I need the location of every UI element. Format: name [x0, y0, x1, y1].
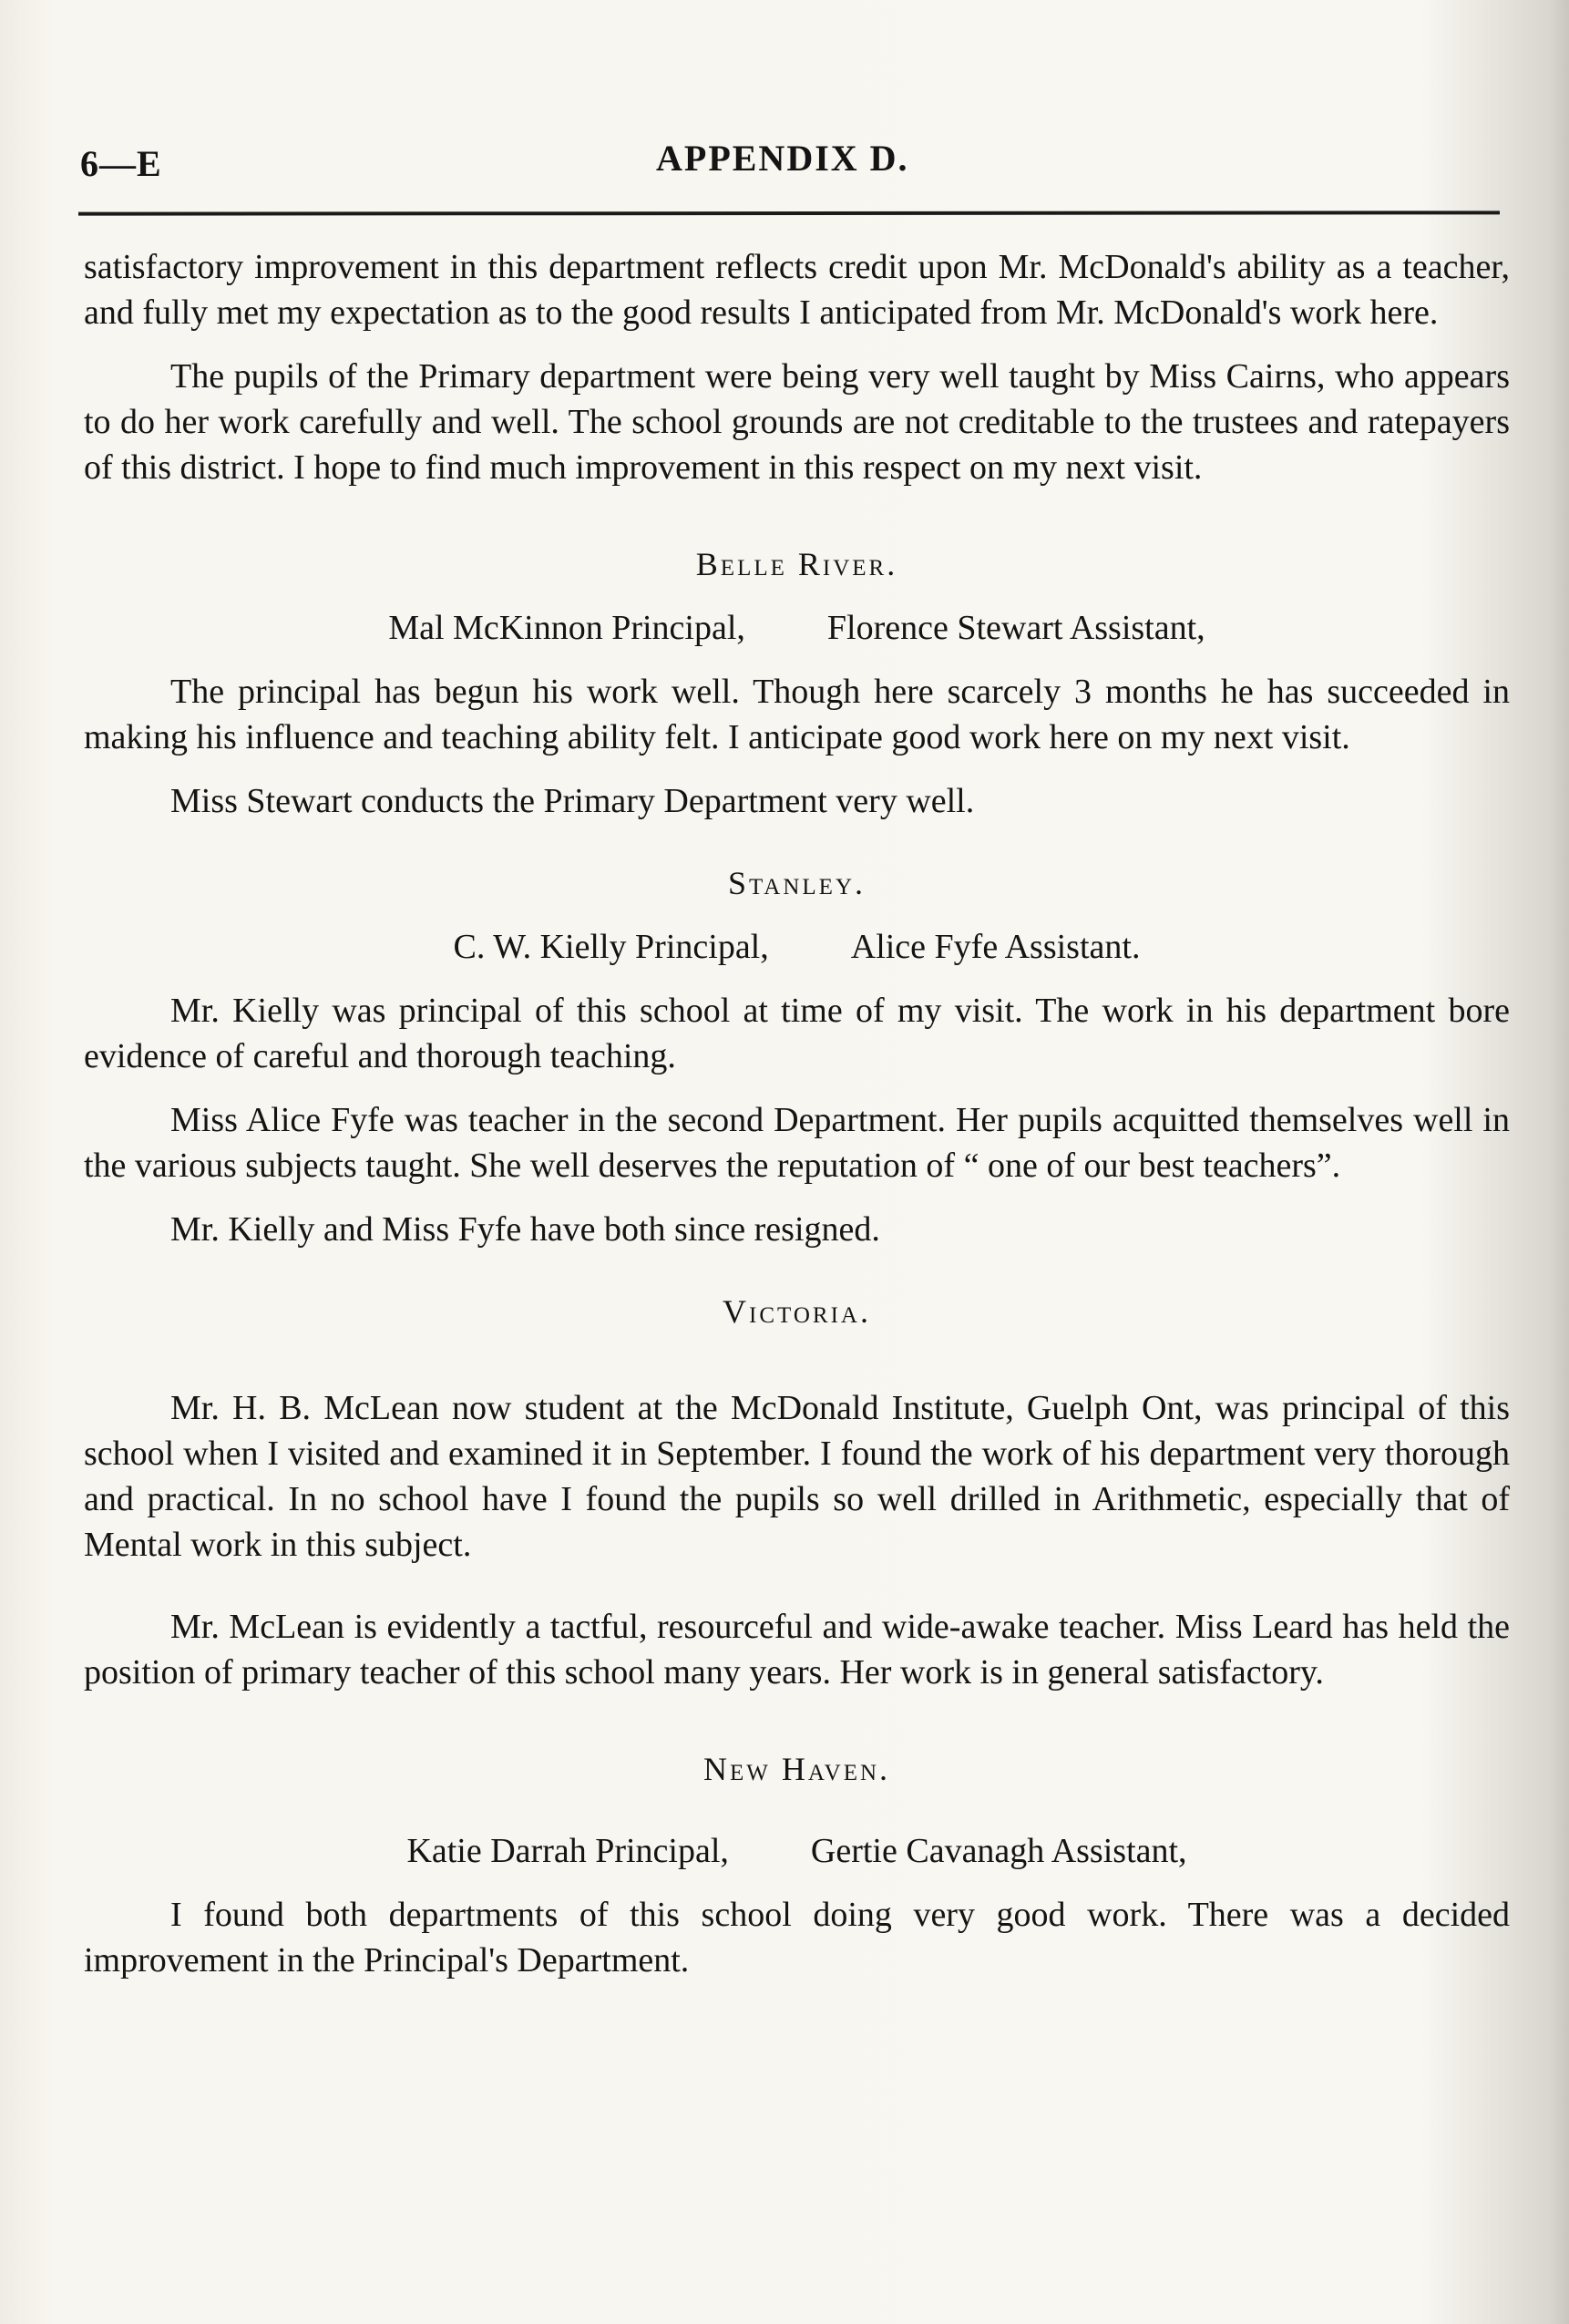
paragraph: satisfactory improvement in this department reflects credit upon Mr. McDonald's ability as a teacher, and fully met my expectation as to the good results I anticipated from Mr. McDonald's work here.	[84, 248, 1510, 332]
paragraph: Mr. Kielly and Miss Fyfe have both since resigned.	[170, 1210, 880, 1249]
paragraph: Mr. Kielly was principal of this school at time of my visit. The work in his department bore evidence of careful and thorough teaching.	[84, 992, 1510, 1075]
page-body	[84, 244, 1510, 1983]
staff-line	[84, 1828, 1510, 1874]
page-number: 6—E	[80, 143, 162, 184]
section-heading-stanley: Stanley.	[728, 865, 866, 901]
paragraph: Mr. McLean is evidently a tactful, resourceful and wide-awake teacher. Miss Leard has held the position of primary teacher of this school many years. Her work is in general satisfactory.	[84, 1608, 1510, 1692]
staff-line	[84, 605, 1510, 651]
assistant-name: Florence Stewart Assistant,	[826, 609, 1205, 647]
paragraph: Mr. H. B. McLean now student at the McDonald Institute, Guelph Ont, was principal of this school when I visited and examined it in September. I found the work of his department very thorough and practical. In no school have I found the pupils so well drilled in Arithmetic, especially that of Mental work in this subject.	[84, 1389, 1510, 1564]
running-title: APPENDIX D.	[656, 138, 909, 179]
assistant-name: Gertie Cavanagh Assistant,	[810, 1832, 1187, 1870]
section-heading-belle-river: Belle River.	[695, 546, 898, 582]
staff-line	[84, 924, 1510, 970]
paragraph: The principal has begun his work well. Though here scarcely 3 months he has succeeded in making his influence and teaching ability felt. I anticipate good work here on my next visit.	[84, 673, 1510, 756]
principal-name: Katie Darrah Principal,	[406, 1832, 729, 1870]
page-header	[36, 137, 1494, 201]
section-heading-victoria: Victoria.	[723, 1293, 871, 1330]
paragraph: The pupils of the Primary department were being very well taught by Miss Cairns, who appears to do her work carefully and well. The school grounds are not creditable to the trustees and ratepayers of this district. I hope to find much improvement in this respect on my next visit.	[84, 357, 1510, 487]
paragraph: I found both departments of this school doing very good work. There was a decided improvement in the Principal's Department.	[84, 1896, 1510, 1980]
section-heading-new-haven: New Haven.	[702, 1751, 891, 1787]
principal-name: C. W. Kielly Principal,	[453, 928, 769, 966]
principal-name: Mal McKinnon Principal,	[388, 609, 745, 647]
assistant-name: Alice Fyfe Assistant.	[850, 928, 1141, 966]
paragraph: Miss Alice Fyfe was teacher in the second Department. Her pupils acquitted themselves well in the various subjects taught. She well deserves the reputation of “ one of our best teachers”.	[84, 1101, 1510, 1185]
paragraph: Miss Stewart conducts the Primary Department very well.	[170, 782, 975, 820]
header-rule	[78, 211, 1500, 215]
